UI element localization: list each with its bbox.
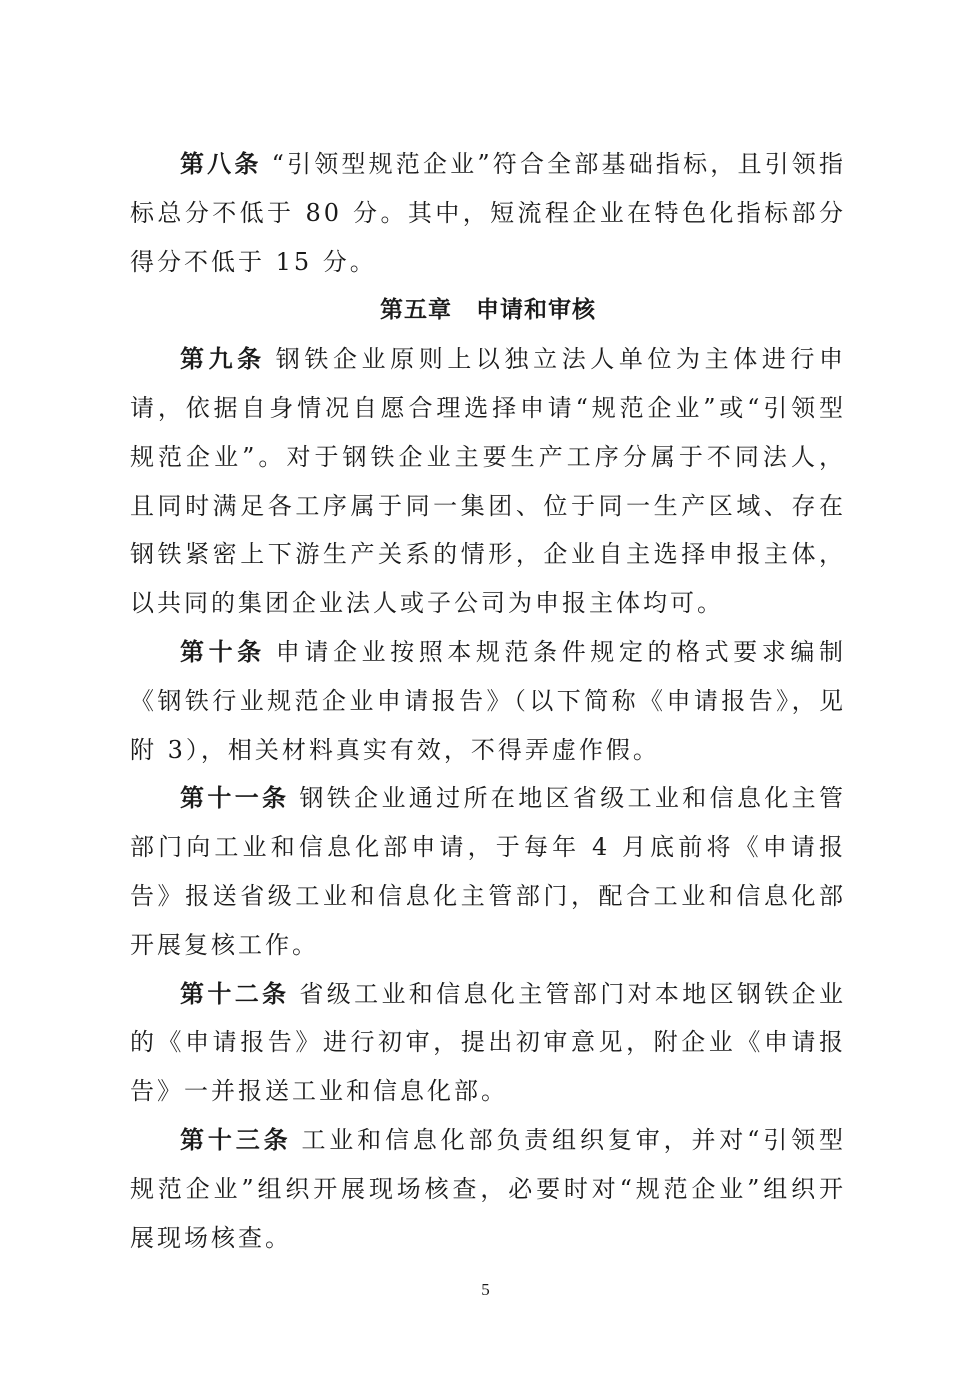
document-body [130, 140, 846, 1262]
article-13-paragraph [130, 1116, 846, 1262]
article-10-text: 申请企业按照本规范条件规定的格式要求编制《钢铁行业规范企业申请报告》（以下简称《申请报告》，见附 3），相关材料真实有效，不得弄虚作假。 [130, 637, 847, 764]
article-11-paragraph [130, 774, 846, 969]
article-12-paragraph [130, 970, 846, 1116]
article-9-text: 钢铁企业原则上以独立法人单位为主体进行申请，依据自身情况自愿合理选择申请“规范企业”或“引领型规范企业”。对于钢铁企业主要生产工序分属于不同法人，且同时满足各工序属于同一集团、位于同一生产区域、存在钢铁紧密上下游生产关系的情形，企业自主选择申报主体，以共同的集团企业法人或子公司为申报主体均可。 [130, 345, 847, 618]
article-9-paragraph [130, 335, 846, 628]
article-12-text: 省级工业和信息化主管部门对本地区钢铁企业的《申请报告》进行初审，提出初审意见，附企业《申请报告》一并报送工业和信息化部。 [130, 979, 847, 1106]
article-9-label: 第九条 [180, 345, 266, 374]
chapter-title: 第五章 申请和审核 [380, 297, 596, 324]
article-10-label: 第十条 [180, 637, 266, 666]
article-12-label: 第十二条 [180, 979, 290, 1008]
article-8-text: “引领型规范企业”符合全部基础指标，且引领指标总分不低于 80 分。其中，短流程企业在特色化指标部分得分不低于 15 分。 [130, 150, 846, 276]
article-10-paragraph [130, 628, 846, 774]
page-number: 5 [481, 1280, 490, 1299]
article-11-label: 第十一条 [180, 784, 290, 813]
article-8-paragraph [130, 140, 846, 286]
article-13-label: 第十三条 [180, 1125, 292, 1154]
article-11-text: 钢铁企业通过所在地区省级工业和信息化主管部门向工业和信息化部申请，于每年 4 月底前将《申请报告》报送省级工业和信息化主管部门，配合工业和信息化部开展复核工作。 [130, 784, 847, 959]
article-13-text: 工业和信息化部负责组织复审，并对“引领型规范企业”组织开展现场核查，必要时对“规范企业”组织开展现场核查。 [130, 1125, 846, 1252]
article-8-label: 第八条 [180, 150, 262, 178]
